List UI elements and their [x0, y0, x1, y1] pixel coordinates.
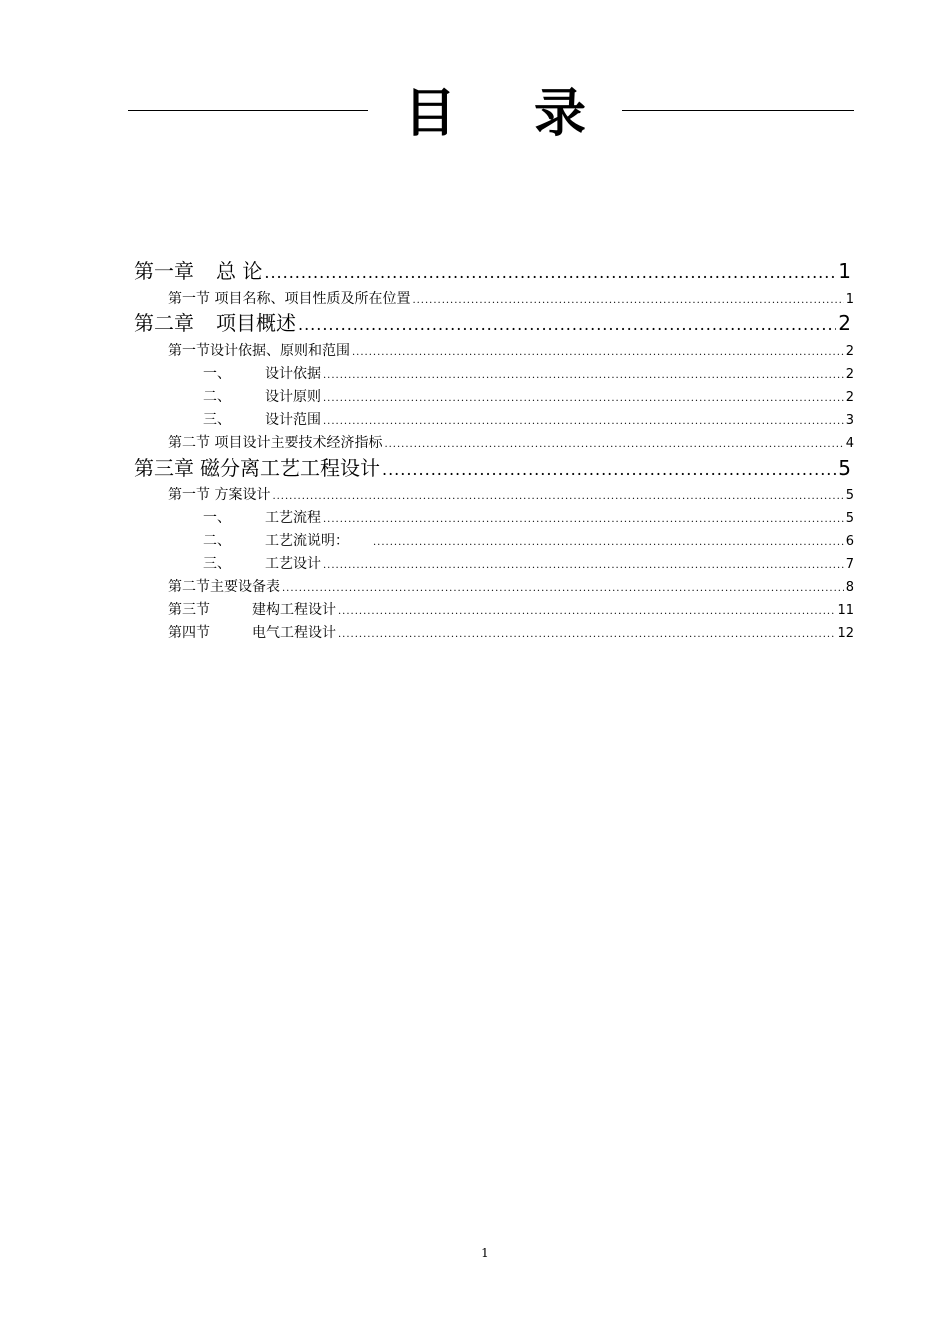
dot-leader — [338, 629, 835, 640]
toc-section-3-4[interactable] — [168, 622, 854, 642]
toc-section-2-2[interactable] — [168, 432, 854, 452]
item-number: 一、 — [203, 366, 231, 382]
toc-section-1-1[interactable] — [168, 288, 854, 308]
item-number: 一、 — [203, 510, 231, 526]
page-number: 11 — [837, 603, 854, 618]
item-number: 三、 — [203, 412, 231, 428]
section-prefix: 第四节 — [168, 625, 210, 641]
dot-leader — [323, 514, 844, 525]
chapter-title: 总 论 — [216, 259, 263, 283]
dot-leader — [412, 295, 843, 306]
dot-leader — [323, 370, 844, 381]
section-title: 第一节设计依据、原则和范围 — [168, 343, 350, 359]
page-number: 1 — [838, 259, 851, 283]
dot-leader — [352, 347, 844, 358]
dot-leader — [323, 416, 844, 427]
toc-section-3-1[interactable] — [168, 484, 854, 504]
section-title: 建构工程设计 — [252, 602, 336, 618]
page-number: 4 — [845, 436, 854, 451]
dot-leader — [323, 393, 844, 404]
chapter-title: 项目概述 — [216, 311, 296, 335]
page-number: 8 — [845, 580, 854, 595]
chapter-title: 磁分离工艺工程设计 — [200, 456, 380, 480]
chapter-prefix: 第一章 — [134, 259, 194, 283]
chapter-prefix: 第二章 — [134, 311, 194, 335]
page-number: 1 — [845, 292, 854, 307]
page-number: 2 — [838, 311, 851, 335]
toc-item-2-1-1[interactable] — [203, 363, 854, 383]
page-number: 7 — [845, 557, 854, 572]
toc-item-3-1-3[interactable] — [203, 553, 854, 573]
item-number: 二、 — [203, 389, 231, 405]
page-number: 5 — [838, 456, 851, 480]
dot-leader — [264, 263, 836, 282]
page-number: 2 — [845, 344, 854, 359]
section-title: 第一节 方案设计 — [168, 487, 271, 503]
dot-leader — [323, 560, 844, 571]
item-title: 设计依据 — [265, 366, 321, 382]
dot-leader — [298, 315, 836, 334]
toc-item-3-1-2[interactable] — [203, 530, 854, 550]
section-title: 第二节 项目设计主要技术经济指标 — [168, 435, 383, 451]
page-number: 5 — [845, 511, 854, 526]
page-number: 3 — [845, 413, 854, 428]
page-number: 6 — [845, 534, 854, 549]
toc-item-2-1-3[interactable] — [203, 409, 854, 429]
item-title: 设计范围 — [265, 412, 321, 428]
dot-leader — [272, 491, 843, 502]
toc-item-3-1-1[interactable] — [203, 507, 854, 527]
toc-section-2-1[interactable] — [168, 340, 854, 360]
page-number: 2 — [845, 390, 854, 405]
item-number: 三、 — [203, 556, 231, 572]
dot-leader — [282, 583, 844, 594]
section-title: 电气工程设计 — [252, 625, 336, 641]
item-title: 工艺流说明： — [265, 533, 349, 549]
dot-leader — [338, 606, 835, 617]
toc-section-3-3[interactable] — [168, 599, 854, 619]
dot-leader — [373, 537, 844, 548]
toc-item-2-1-2[interactable] — [203, 386, 854, 406]
toc-chapter-1[interactable] — [134, 255, 851, 281]
item-number: 二、 — [203, 533, 231, 549]
page-footer-number: 1 — [481, 1246, 489, 1260]
toc-chapter-3[interactable] — [134, 452, 851, 478]
item-title: 工艺流程 — [265, 510, 321, 526]
page-number: 5 — [845, 488, 854, 503]
section-prefix: 第三节 — [168, 602, 210, 618]
item-title: 设计原则 — [265, 389, 321, 405]
toc-chapter-2[interactable] — [134, 307, 851, 333]
page-number: 12 — [837, 626, 854, 641]
page-number: 2 — [845, 367, 854, 382]
section-title: 第一节 项目名称、项目性质及所在位置 — [168, 291, 411, 307]
toc-section-3-2[interactable] — [168, 576, 854, 596]
chapter-prefix: 第三章 — [134, 456, 194, 480]
section-title: 第二节主要设备表 — [168, 579, 280, 595]
item-title: 工艺设计 — [265, 556, 321, 572]
dot-leader — [384, 439, 843, 450]
toc-title: 目 录 — [0, 82, 950, 146]
dot-leader — [382, 460, 836, 479]
